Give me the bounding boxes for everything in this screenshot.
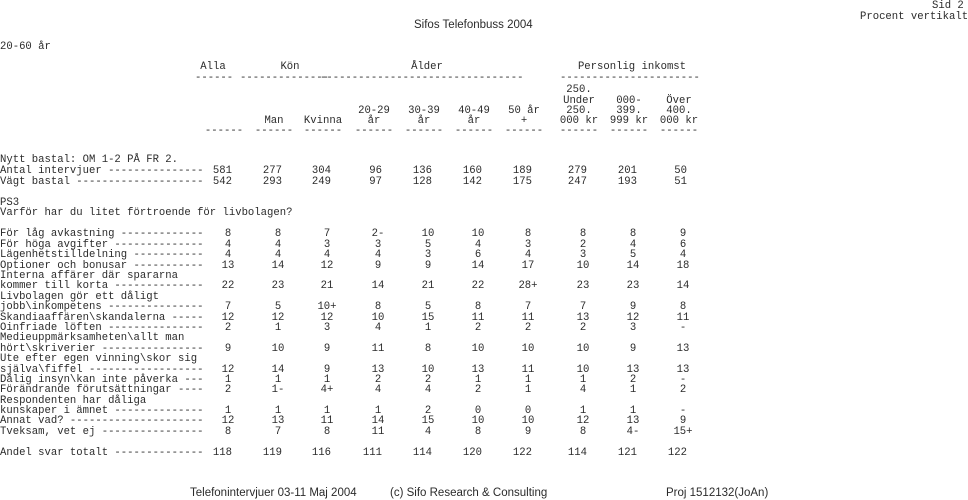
table-cell: 8 — [224, 228, 232, 240]
row-label: Dålig insyn\kan inte påverka --- — [0, 374, 204, 386]
table-cell: 3 — [629, 322, 637, 334]
table-cell: 120 — [462, 447, 482, 459]
table-cell: 3 — [323, 239, 331, 251]
table-cell: 1 — [323, 405, 331, 417]
header-rule: -------------- — [240, 72, 330, 84]
table-cell: 12 — [626, 312, 640, 324]
row-label: jobb\inkompetens --------------- — [0, 301, 204, 313]
table-cell: 2 — [679, 384, 687, 396]
column-header: ------ — [303, 125, 343, 137]
table-cell: 9 — [323, 364, 331, 376]
table-cell: 8 — [524, 228, 532, 240]
table-cell: 10 — [471, 343, 485, 355]
table-cell: 15 — [421, 415, 435, 427]
table-cell: 9 — [323, 343, 331, 355]
table-cell: 2 — [524, 322, 532, 334]
table-cell: 11 — [521, 312, 535, 324]
row-label-continued: Medieuppmärksamheten\allt man — [0, 332, 185, 344]
table-cell: 9 — [629, 343, 637, 355]
table-cell: 4 — [374, 322, 382, 334]
table-cell: 1 — [424, 322, 432, 334]
table-cell: 13 — [576, 312, 590, 324]
header-group: Personlig inkomst — [577, 61, 687, 73]
row-label-continued: Livbolagen gör ett dåligt — [0, 291, 159, 303]
table-cell: 5 — [629, 249, 637, 261]
table-cell: 279 — [567, 165, 587, 177]
table-cell: 6 — [679, 239, 687, 251]
table-cell: 9 — [679, 415, 687, 427]
table-cell: 4 — [524, 249, 532, 261]
table-cell: 1 — [224, 405, 232, 417]
table-cell: 5 — [424, 301, 432, 313]
row-label: kommer till korta -------------- — [0, 280, 204, 292]
column-header: ------ — [559, 125, 599, 137]
column-header: 400. — [666, 105, 692, 117]
row-label: Oinfriade löften --------------- — [0, 322, 204, 334]
population-label: 20-60 år — [0, 41, 51, 53]
table-cell: 2 — [474, 322, 482, 334]
column-header: ------ — [354, 125, 394, 137]
row-label: hört\skriverier ---------------- — [0, 343, 204, 355]
total-row-label: Andel svar totalt -------------- — [0, 447, 204, 459]
table-cell: 0 — [524, 405, 532, 417]
row-label-continued: Interna affärer där spararna — [0, 270, 179, 282]
table-cell: 2- — [371, 228, 385, 240]
column-header: 000 kr — [559, 115, 599, 127]
table-cell: 5 — [424, 239, 432, 251]
table-cell: 1 — [374, 405, 382, 417]
table-cell: - — [679, 405, 687, 417]
table-cell: 21 — [421, 280, 435, 292]
table-cell: 116 — [311, 447, 331, 459]
column-header: 30-39 — [408, 105, 440, 117]
table-cell: 136 — [412, 165, 432, 177]
table-cell: 119 — [262, 447, 282, 459]
table-cell: 2 — [424, 374, 432, 386]
table-cell: 121 — [617, 447, 637, 459]
table-cell: 10 — [471, 415, 485, 427]
table-cell: 9 — [374, 260, 382, 272]
table-cell: 8 — [474, 301, 482, 313]
table-cell: 201 — [617, 165, 637, 177]
table-cell: 3 — [579, 249, 587, 261]
table-cell: 3 — [323, 322, 331, 334]
table-cell: 249 — [311, 176, 331, 188]
table-cell: 10 — [576, 343, 590, 355]
table-cell: 4 — [679, 249, 687, 261]
table-cell: 1 — [274, 322, 282, 334]
table-cell: 14 — [271, 260, 285, 272]
table-cell: 304 — [311, 165, 331, 177]
table-cell: 1 — [524, 384, 532, 396]
table-cell: 10 — [521, 343, 535, 355]
table-cell: 4+ — [320, 384, 334, 396]
table-cell: 8 — [374, 301, 382, 313]
table-cell: 13 — [676, 364, 690, 376]
column-header: 000- — [616, 95, 642, 107]
column-header: + — [520, 115, 528, 127]
table-cell: 12 — [221, 364, 235, 376]
table-cell: 2 — [224, 322, 232, 334]
table-cell: 542 — [212, 176, 232, 188]
row-label: Tveksam, vet ej ---------------- — [0, 426, 204, 438]
table-cell: 118 — [212, 447, 232, 459]
table-cell: 10+ — [317, 301, 337, 313]
table-cell: 2 — [579, 322, 587, 334]
table-cell: 9 — [424, 260, 432, 272]
table-cell: 0 — [474, 405, 482, 417]
table-cell: 2 — [424, 405, 432, 417]
table-cell: 23 — [271, 280, 285, 292]
table-cell: 5 — [274, 301, 282, 313]
table-cell: 12 — [221, 415, 235, 427]
column-header: ------ — [659, 125, 699, 137]
table-cell: 8 — [424, 343, 432, 355]
table-cell: 4 — [579, 384, 587, 396]
column-header: 50 år — [508, 105, 540, 117]
table-cell: 1 — [274, 405, 282, 417]
table-cell: - — [679, 322, 687, 334]
table-cell: - — [679, 374, 687, 386]
table-cell: 1 — [274, 374, 282, 386]
table-cell: 193 — [617, 176, 637, 188]
column-header: 250. — [566, 84, 592, 96]
table-cell: 7 — [224, 301, 232, 313]
table-cell: 14 — [271, 364, 285, 376]
table-cell: 2 — [474, 384, 482, 396]
table-cell: 14 — [626, 260, 640, 272]
column-header: 399. — [616, 105, 642, 117]
row-label: Annat vad? --------------------- — [0, 415, 204, 427]
row-label-continued: Ute efter egen vinning\skor sig — [0, 353, 198, 365]
table-cell: 8 — [224, 426, 232, 438]
table-cell: 4 — [424, 384, 432, 396]
table-cell: 10 — [421, 228, 435, 240]
table-cell: 17 — [521, 260, 535, 272]
table-cell: 10 — [471, 228, 485, 240]
table-cell: 96 — [369, 165, 382, 177]
table-cell: 14 — [676, 280, 690, 292]
table-cell: 8 — [474, 426, 482, 438]
table-cell: 4 — [374, 384, 382, 396]
table-cell: 8 — [274, 228, 282, 240]
table-cell: 4 — [274, 249, 282, 261]
question-id: PS3 — [0, 197, 20, 209]
table-cell: 13 — [676, 343, 690, 355]
table-cell: 12 — [320, 312, 334, 324]
table-cell: 7 — [323, 228, 331, 240]
column-header: Under — [563, 95, 595, 107]
table-cell: 111 — [362, 447, 382, 459]
header-group: Ålder — [411, 61, 443, 73]
table-cell: 7 — [274, 426, 282, 438]
table-cell: 11 — [676, 312, 690, 324]
table-cell: 10 — [521, 415, 535, 427]
table-cell: 1 — [579, 405, 587, 417]
table-cell: 1 — [323, 374, 331, 386]
table-cell: 9 — [679, 228, 687, 240]
row-label: Förändrande förutsättningar ---- — [0, 384, 204, 396]
table-cell: 7 — [579, 301, 587, 313]
table-cell: 4 — [323, 249, 331, 261]
column-header: ------ — [254, 125, 294, 137]
table-cell: 12 — [320, 260, 334, 272]
table-cell: 2 — [224, 384, 232, 396]
table-cell: 1 — [629, 384, 637, 396]
header-rule: ------ — [195, 72, 234, 84]
column-header: ------ — [204, 125, 244, 137]
table-cell: 3 — [524, 239, 532, 251]
table-cell: 11 — [471, 312, 485, 324]
table-cell: 97 — [369, 176, 382, 188]
table-cell: 4 — [224, 239, 232, 251]
question-text: Varför har du litet förtroende för livbolagen? — [0, 207, 293, 219]
table-cell: 4 — [424, 426, 432, 438]
column-header: år — [467, 115, 481, 127]
table-cell: 4 — [274, 239, 282, 251]
row-label: Lägenhetstilldelning ----------- — [0, 249, 204, 261]
table-cell: 23 — [576, 280, 590, 292]
table-cell: 1 — [524, 374, 532, 386]
report-title: Sifos Telefonbuss 2004 — [414, 19, 533, 31]
table-cell: 13 — [371, 364, 385, 376]
footer-right: Proj 1512132(JoAn) — [666, 487, 769, 499]
table-cell: 13 — [626, 364, 640, 376]
table-cell: 12 — [221, 312, 235, 324]
table-cell: 189 — [512, 165, 532, 177]
base-note: Nytt bastal: OM 1-2 PÅ FR 2. — [0, 154, 179, 166]
table-cell: 3 — [424, 249, 432, 261]
table-cell: 21 — [320, 280, 334, 292]
row-label: För låg avkastning ------------- — [0, 228, 204, 240]
column-header: ------ — [404, 125, 444, 137]
table-cell: 581 — [212, 165, 232, 177]
table-cell: 15+ — [673, 426, 693, 438]
table-cell: 10 — [576, 364, 590, 376]
table-cell: 2 — [629, 374, 637, 386]
table-cell: 10 — [576, 260, 590, 272]
table-cell: 4 — [224, 249, 232, 261]
row-label: kunskaper i ämnet -------------- — [0, 405, 204, 417]
table-cell: 11 — [521, 364, 535, 376]
table-cell: 8 — [323, 426, 331, 438]
row-label: själva\fiffel ------------------ — [0, 364, 204, 376]
table-cell: 51 — [674, 176, 687, 188]
table-cell: 13 — [471, 364, 485, 376]
table-cell: 13 — [271, 415, 285, 427]
header-rule: -------------------------------- — [320, 72, 524, 84]
table-cell: 3 — [374, 239, 382, 251]
table-cell: 10 — [371, 312, 385, 324]
table-cell: 22 — [221, 280, 235, 292]
table-cell: 15 — [421, 312, 435, 324]
table-cell: 14 — [471, 260, 485, 272]
header-group: Alla — [200, 61, 226, 73]
column-header: ------ — [609, 125, 649, 137]
column-header: år — [417, 115, 431, 127]
table-cell: 1 — [629, 405, 637, 417]
column-header: ------ — [454, 125, 494, 137]
page-subtitle: Procent vertikalt — [860, 11, 968, 23]
column-header: Man — [264, 115, 284, 127]
table-cell: 142 — [462, 176, 482, 188]
base-row-label: Vägt bastal -------------------- — [0, 176, 204, 188]
table-cell: 28+ — [518, 280, 538, 292]
column-header: Kvinna — [303, 115, 343, 127]
table-cell: 9 — [629, 301, 637, 313]
footer-left: Telefonintervjuer 03-11 Maj 2004 — [190, 487, 357, 499]
table-cell: 10 — [421, 364, 435, 376]
table-cell: 1 — [579, 374, 587, 386]
table-cell: 1 — [474, 374, 482, 386]
table-cell: 14 — [371, 415, 385, 427]
table-cell: 11 — [371, 343, 385, 355]
table-cell: 175 — [512, 176, 532, 188]
row-label-continued: Respondenten har dåliga — [0, 395, 147, 407]
column-header: 999 kr — [609, 115, 649, 127]
table-cell: 11 — [371, 426, 385, 438]
table-cell: 247 — [567, 176, 587, 188]
table-cell: 13 — [626, 415, 640, 427]
table-cell: 12 — [271, 312, 285, 324]
column-header: 250. — [566, 105, 592, 117]
header-group: Kön — [280, 61, 300, 73]
table-cell: 114 — [412, 447, 432, 459]
table-cell: 22 — [471, 280, 485, 292]
table-cell: 8 — [579, 228, 587, 240]
footer-center: (c) Sifo Research & Consulting — [390, 487, 548, 499]
row-label: Skandiaaffären\skandalerna ----- — [0, 312, 204, 324]
table-cell: 4 — [474, 239, 482, 251]
column-header: Över — [666, 95, 692, 107]
table-cell: 12 — [576, 415, 590, 427]
row-label: För höga avgifter -------------- — [0, 239, 204, 251]
page-number: Sid 2 — [932, 0, 964, 12]
table-cell: 50 — [674, 165, 687, 177]
table-cell: 9 — [224, 343, 232, 355]
table-cell: 128 — [412, 176, 432, 188]
table-cell: 4- — [626, 426, 640, 438]
table-cell: 160 — [462, 165, 482, 177]
base-row-label: Antal intervjuer --------------- — [0, 165, 204, 177]
table-cell: 8 — [679, 301, 687, 313]
table-cell: 11 — [320, 415, 334, 427]
table-cell: 122 — [512, 447, 532, 459]
table-cell: 18 — [676, 260, 690, 272]
table-cell: 2 — [374, 374, 382, 386]
table-cell: 4 — [374, 249, 382, 261]
table-cell: 114 — [567, 447, 587, 459]
table-cell: 4 — [629, 239, 637, 251]
column-header: 40-49 — [458, 105, 490, 117]
table-cell: 6 — [474, 249, 482, 261]
table-cell: 1 — [224, 374, 232, 386]
table-cell: 14 — [371, 280, 385, 292]
column-header: 20-29 — [358, 105, 390, 117]
table-cell: 7 — [524, 301, 532, 313]
table-cell: 8 — [629, 228, 637, 240]
table-cell: 10 — [271, 343, 285, 355]
table-cell: 23 — [626, 280, 640, 292]
column-header: år — [367, 115, 381, 127]
table-cell: 8 — [579, 426, 587, 438]
table-cell: 293 — [262, 176, 282, 188]
table-cell: 122 — [667, 447, 687, 459]
table-cell: 1- — [271, 384, 285, 396]
column-header: 000 kr — [659, 115, 699, 127]
row-label: Optioner och bonusar ----------- — [0, 260, 204, 272]
header-rule: ---------------------- — [560, 72, 700, 84]
table-cell: 13 — [221, 260, 235, 272]
table-cell: 277 — [262, 165, 282, 177]
table-cell: 9 — [524, 426, 532, 438]
column-header: ------ — [504, 125, 544, 137]
table-cell: 2 — [579, 239, 587, 251]
